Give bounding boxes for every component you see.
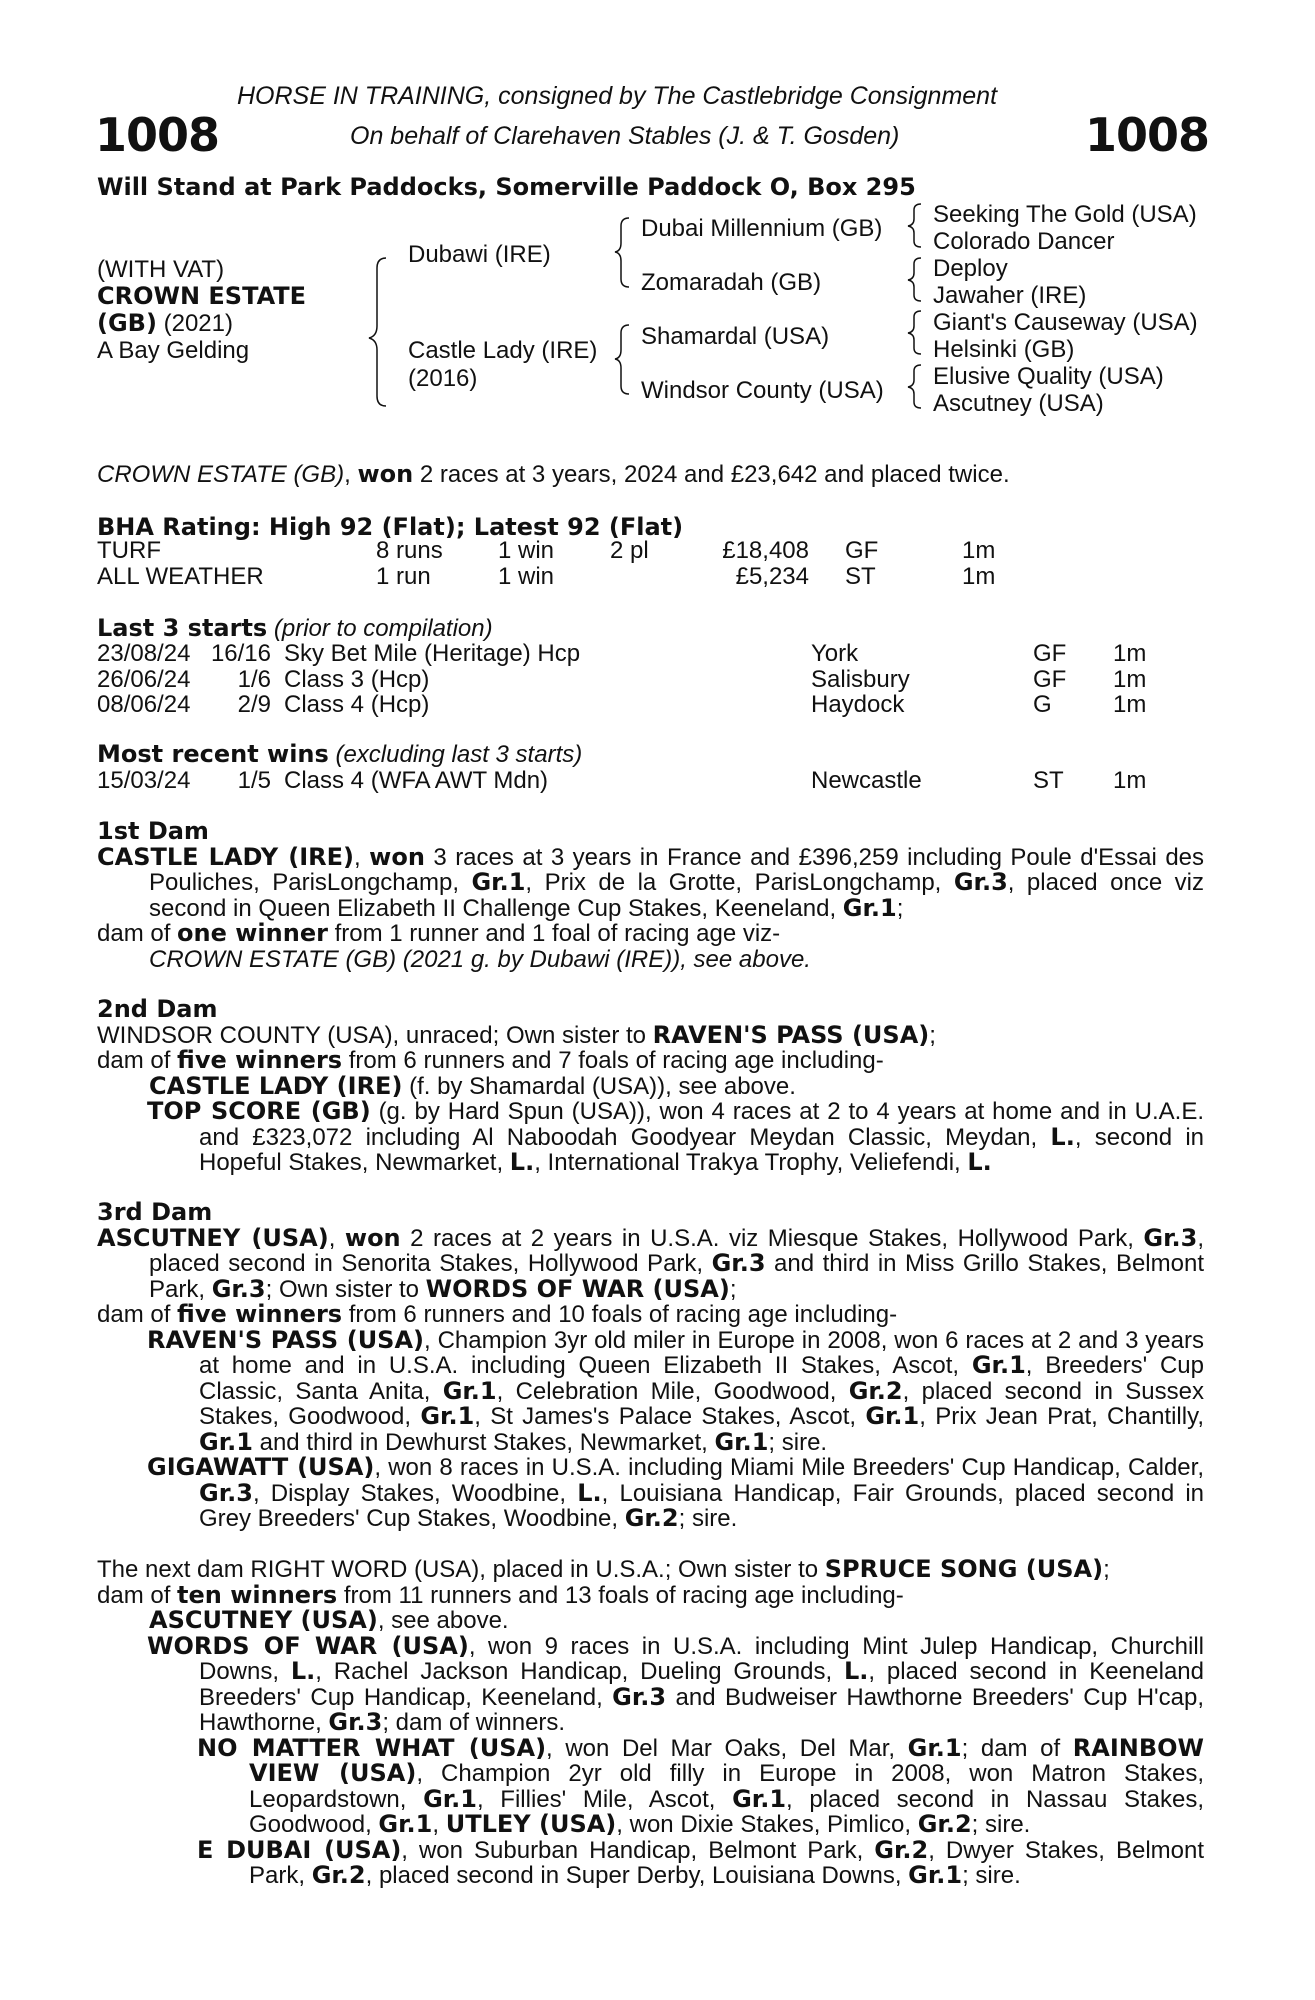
course-cell: Haydock <box>811 691 905 718</box>
going-cell: G <box>1033 691 1052 718</box>
distance-cell: 1m <box>1113 767 1147 794</box>
ped-sds: Deploy <box>933 255 1008 282</box>
rating-row <box>97 538 1022 564</box>
course-cell: Salisbury <box>811 665 910 693</box>
ped-dam-year: (2016) <box>408 365 478 392</box>
ped-dam-dam: Windsor County (USA) <box>641 377 884 404</box>
prize-cell: £5,234 <box>735 562 809 590</box>
first-dam-foal: CROWN ESTATE (GB) (2021 g. by Dubawi (IRE)), see above. <box>149 945 811 973</box>
ped-dam: Castle Lady (IRE) <box>408 337 598 364</box>
placed-cell <box>610 564 700 590</box>
brace-sss <box>908 204 921 247</box>
vat-label: (WITH VAT) <box>97 256 225 283</box>
lot-number-left: 1008 <box>95 108 220 162</box>
brace-dss <box>908 311 921 354</box>
brace-sds <box>908 258 921 301</box>
lot-number-right: 1008 <box>1085 108 1210 162</box>
runs-cell: 8 runs <box>376 537 443 564</box>
horse-name: CROWN ESTATE <box>97 282 307 310</box>
position-cell: 2/9 <box>237 691 271 718</box>
last3-heading: Last 3 starts (prior to compilation) <box>97 614 493 642</box>
race-row <box>97 768 1173 794</box>
ped-sss: Seeking The Gold (USA) <box>933 201 1197 228</box>
ped-dsd: Helsinki (GB) <box>933 336 1075 363</box>
prize-cell: £18,408 <box>722 537 809 564</box>
surface-cell: TURF <box>97 537 161 564</box>
horse-year: (2021) <box>163 310 233 337</box>
course-cell: Newcastle <box>811 767 922 794</box>
race-row <box>97 667 1173 693</box>
rating-table <box>97 538 1022 589</box>
position-cell: 1/6 <box>237 665 271 693</box>
position-cell: 16/16 <box>210 640 271 667</box>
distance-cell: 1m <box>962 537 996 564</box>
ped-sire: Dubawi (IRE) <box>408 241 551 268</box>
last3-table <box>97 641 1173 718</box>
going-cell: GF <box>845 537 879 564</box>
second-dam-heading: 2nd Dam <box>97 995 218 1023</box>
runs-cell: 1 run <box>376 562 431 590</box>
horse-description: A Bay Gelding <box>97 337 250 364</box>
wins-cell: 1 win <box>498 537 555 564</box>
date-cell: 15/03/24 <box>97 767 191 794</box>
going-cell: ST <box>1033 767 1064 794</box>
race-cell: Class 4 (Hcp) <box>284 691 430 718</box>
going-cell: GF <box>1033 640 1067 667</box>
consignor-line: HORSE IN TRAINING, consigned by The Castlebridge Consignment <box>237 82 998 110</box>
brace-dam <box>615 325 629 394</box>
race-row <box>97 692 1173 718</box>
going-cell: ST <box>845 562 876 590</box>
distance-cell: 1m <box>1113 640 1147 667</box>
brace-main <box>369 258 386 406</box>
race-cell: Sky Bet Mile (Heritage) Hcp <box>284 640 581 667</box>
going-cell: GF <box>1033 665 1067 693</box>
next-dam-section: The next dam RIGHT WORD (USA), placed in U.S.A.; Own sister to SPRUCE SONG (USA); dam of ten winners from 11 runners and 13 foals of racing age including- ASCUTNEY (USA), see above. WORDS OF WAR (USA), won 9 races in U.S.A. including Mint Julep Handicap, Churchill Downs, L., Rachel Jackson Handicap, Dueling Grounds, L., placed second in Keeneland Breeders' Cup Handicap, Keeneland, Gr.3 and Budweiser Hawthorne Breeders' Cup H'cap, Hawthorne, Gr.3; dam of winners. NO MATTER WHAT (USA), won Del Mar Oaks, Del Mar, Gr.1; dam of RAINBOW VIEW (USA), Champion 2yr old filly in Europe in 2008, won Matron Stakes, Leopardstown, Gr.1, Fillies' Mile, Ascot, Gr.1, placed second in Nassau Stakes, Goodwood, Gr.1, UTLEY (USA), won Dixie Stakes, Pimlico, Gr.2; sire. E DUBAI (USA), won Suburban Handicap, Belmont Park, Gr.2, Dwyer Stakes, Belmont Park, Gr.2, placed second in Super Derby, Louisiana Downs, Gr.1; sire. <box>97 1555 1205 1889</box>
surface-cell: ALL WEATHER <box>97 562 264 590</box>
horse-origin: (GB) <box>97 309 157 337</box>
date-cell: 08/06/24 <box>97 691 191 718</box>
ped-ssd: Colorado Dancer <box>933 228 1115 255</box>
third-dam-section: 3rd Dam ASCUTNEY (USA), won 2 races at 2 years in U.S.A. viz Miesque Stakes, Hollywood Park, Gr.3, placed second in Senorita Stakes, Hollywood Park, Gr.3 and third in Miss Grillo Stakes, Belmont Park, Gr.3; Own sister to WORDS OF WAR (USA); dam of five winners from 6 runners and 10 foals of racing age including- RAVEN'S PASS (USA), Champion 3yr old miler in Europe in 2008, won 6 races at 2 and 3 years at home and in U.S.A. including Queen Elizabeth II Stakes, Ascot, Gr.1, Breeders' Cup Classic, Santa Anita, Gr.1, Celebration Mile, Goodwood, Gr.2, placed second in Sussex Stakes, Goodwood, Gr.1, St James's Palace Stakes, Ascot, Gr.1, Prix Jean Prat, Chantilly, Gr.1 and third in Dewhurst Stakes, Newmarket, Gr.1; sire. GIGAWATT (USA), won 8 races in U.S.A. including Miami Mile Breeders' Cup Handicap, Calder, Gr.3, Display Stakes, Woodbine, L., Louisiana Handicap, Fair Grounds, placed second in Grey Breeders' Cup Stakes, Woodbine, Gr.2; sire. <box>97 1198 1205 1532</box>
ped-dam-sire: Shamardal (USA) <box>641 323 830 350</box>
race-cell: Class 4 (WFA AWT Mdn) <box>284 767 549 794</box>
recent-table <box>97 768 1173 794</box>
course-cell: York <box>811 640 859 667</box>
spacer-cell <box>809 538 845 564</box>
date-cell: 26/06/24 <box>97 665 191 693</box>
third-dam-heading: 3rd Dam <box>97 1198 213 1226</box>
placed-cell: 2 pl <box>610 537 649 564</box>
ped-dss: Giant's Causeway (USA) <box>933 309 1198 336</box>
race-row <box>97 641 1173 667</box>
stand-location: Will Stand at Park Paddocks, Somerville Paddock O, Box 295 <box>97 173 916 201</box>
ped-sire-dam: Zomaradah (GB) <box>641 269 822 296</box>
ped-sdd: Jawaher (IRE) <box>933 282 1087 309</box>
second-dam-section: 2nd Dam WINDSOR COUNTY (USA), unraced; Own sister to RAVEN'S PASS (USA); dam of five winners from 6 runners and 7 foals of racing age including- CASTLE LADY (IRE) (f. by Shamardal (USA)), see above. TOP SCORE (GB) (g. by Hard Spun (USA)), won 4 races at 2 to 4 years at home and in U.A.E. and £323,072 including Al Naboodah Goodyear Meydan Classic, Meydan, L., second in Hopeful Stakes, Newmarket, L., International Trakya Trophy, Veliefendi, L. <box>97 995 1205 1176</box>
distance-cell: 1m <box>1113 665 1147 693</box>
ped-sire-sire: Dubai Millennium (GB) <box>641 215 883 242</box>
distance-cell: 1m <box>962 562 996 590</box>
distance-cell: 1m <box>1113 691 1147 718</box>
first-dam-heading: 1st Dam <box>97 817 209 845</box>
position-cell: 1/5 <box>237 767 271 794</box>
spacer-cell <box>809 564 845 590</box>
date-cell: 23/08/24 <box>97 640 191 667</box>
brace-sire <box>615 218 629 287</box>
wins-cell: 1 win <box>498 562 555 590</box>
brace-dds <box>908 365 921 408</box>
first-dam-section: 1st Dam CASTLE LADY (IRE), won 3 races at 3 years in France and £396,259 including Poule d'Essai des Pouliches, ParisLongchamp, Gr.1, Prix de la Grotte, ParisLongchamp, Gr.3, placed once viz second in Queen Elizabeth II Challenge Cup Stakes, Keeneland, Gr.1; dam of one winner from 1 runner and 1 foal of racing age viz- CROWN ESTATE (GB) (2021 g. by Dubawi (IRE)), see above. <box>97 817 1205 973</box>
race-cell: Class 3 (Hcp) <box>284 665 430 693</box>
race-summary: CROWN ESTATE (GB), won 2 races at 3 years, 2024 and £23,642 and placed twice. <box>97 460 1010 488</box>
ped-ddd: Ascutney (USA) <box>933 390 1104 417</box>
recent-heading: Most recent wins (excluding last 3 starts) <box>97 740 583 768</box>
ped-dds: Elusive Quality (USA) <box>933 363 1164 390</box>
bha-rating-heading: BHA Rating: High 92 (Flat); Latest 92 (Flat) <box>97 513 684 541</box>
rating-row <box>97 564 1022 590</box>
vendor-line: On behalf of Clarehaven Stables (J. & T. Gosden) <box>350 122 900 150</box>
